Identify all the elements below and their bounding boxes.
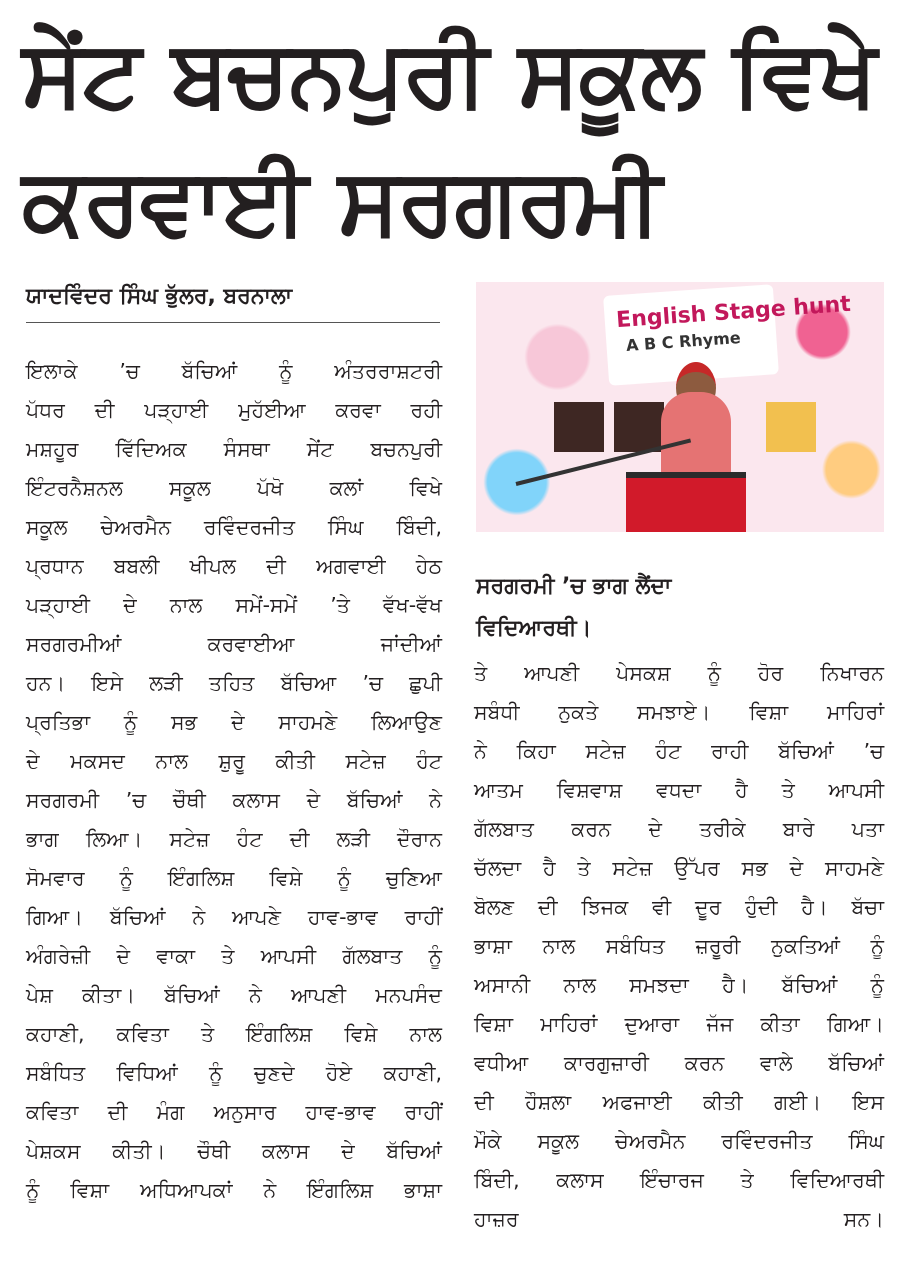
text-line: ਕਵਿਤਾ ਦੀ ਮੰਗ ਅਨੁਸਾਰ ਹਾਵ-ਭਾਵ ਰਾਹੀਂ bbox=[26, 1100, 442, 1124]
text-line: ਅੰਗਰੇਜ਼ੀ ਦੇ ਵਾਕਾ ਤੇ ਆਪਸੀ ਗੱਲਬਾਤ ਨੂੰ bbox=[26, 944, 442, 968]
text-line: ਦੀ ਹੌਸ਼ਲਾ ਅਫਜਾਈ ਕੀਤੀ ਗਈ। ਇਸ bbox=[474, 1090, 884, 1114]
text-line: ਮੌਕੇ ਸਕੂਲ ਚੇਅਰਮੈਨ ਰਵਿੰਦਰਜੀਤ ਸਿੰਘ bbox=[474, 1129, 884, 1153]
text-line: ਪੜ੍ਹਾਈ ਦੇ ਨਾਲ ਸਮੇਂ-ਸਮੇਂ ’ਤੇ ਵੱਖ-ਵੱਖ bbox=[26, 593, 442, 617]
text-line: ਤੇ ਆਪਣੀ ਪੇਸਕਸ਼ ਨੂੰ ਹੋਰ ਨਿਖਾਰਨ bbox=[474, 661, 884, 685]
text-line: ਭਾਸ਼ਾ ਨਾਲ ਸਬੰਧਿਤ ਜ਼ਰੂਰੀ ਨੁਕਤਿਆਂ ਨੂੰ bbox=[474, 934, 884, 958]
text-line: ਵਿਦਿਆਰਥੀ। bbox=[476, 616, 592, 641]
text-line: ਇੰਟਰਨੈਸ਼ਨਲ ਸਕੂਲ ਪੱਖੋ ਕਲਾਂ ਵਿਖੇ bbox=[26, 476, 442, 500]
text-line: ਬੋਲਣ ਦੀ ਝਿਜਕ ਵੀ ਦੂਰ ਹੁੰਦੀ ਹੈ। ਬੱਚਾ bbox=[474, 895, 884, 919]
text-line: ਭਾਗ ਲਿਆ। ਸਟੇਜ਼ ਹੰਟ ਦੀ ਲੜੀ ਦੌਰਾਨ bbox=[26, 827, 442, 851]
stage-cabinet bbox=[614, 402, 664, 452]
article-photo bbox=[476, 282, 884, 532]
article-column-right bbox=[474, 654, 884, 1239]
text-line: ਪੇਸ਼ਕਸ ਕੀਤੀ। ਚੌਥੀ ਕਲਾਸ ਦੇ ਬੱਚਿਆਂ bbox=[26, 1139, 442, 1163]
text-line: ਪ੍ਰਤਿਭਾ ਨੂੰ ਸਭ ਦੇ ਸਾਹਮਣੇ ਲਿਆਉਣ bbox=[26, 710, 442, 734]
text-line: ਦੇ ਮਕਸਦ ਨਾਲ ਸ਼ੁਰੂ ਕੀਤੀ ਸਟੇਜ਼ ਹੰਟ bbox=[26, 749, 442, 773]
text-line: ਮਸ਼ਹੂਰ ਵਿੱਦਿਅਕ ਸੰਸਥਾ ਸੇਂਟ ਬਚਨਪੁਰੀ bbox=[26, 437, 442, 461]
text-line: ਸਰਗਰਮੀ ’ਚ ਭਾਗ ਲੈਂਦਾ bbox=[476, 574, 672, 599]
text-line: ਨੂੰ ਵਿਸ਼ਾ ਅਧਿਆਪਕਾਂ ਨੇ ਇੰਗਲਿਸ਼ ਭਾਸ਼ਾ bbox=[26, 1178, 442, 1202]
text-line: ਆਤਮ ਵਿਸ਼ਵਾਸ਼ ਵਧਦਾ ਹੈ ਤੇ ਆਪਸੀ bbox=[474, 778, 884, 802]
text-line: ਕਹਾਣੀ, ਕਵਿਤਾ ਤੇ ਇੰਗਲਿਸ਼ ਵਿਸ਼ੇ ਨਾਲ bbox=[26, 1022, 442, 1046]
text-line: ਚੱਲਦਾ ਹੈ ਤੇ ਸਟੇਜ਼ ਉੱਪਰ ਸਭ ਦੇ ਸਾਹਮਣੇ bbox=[474, 856, 884, 880]
text-line: ਬਿੰਦੀ, ਕਲਾਸ ਇੰਚਾਰਜ ਤੇ ਵਿਦਿਆਰਥੀ bbox=[474, 1168, 884, 1192]
text-line: ਹਨ। ਇਸੇ ਲੜੀ ਤਹਿਤ ਬੱਚਿਆ ’ਚ ਛੁਪੀ bbox=[26, 671, 442, 695]
text-line: ਗੱਲਬਾਤ ਕਰਨ ਦੇ ਤਰੀਕੇ ਬਾਰੇ ਪਤਾ bbox=[474, 817, 884, 841]
photo-caption bbox=[476, 566, 776, 650]
text-line: ਹਾਜ਼ਰ ਸਨ। bbox=[474, 1207, 884, 1231]
text-line: ਇਲਾਕੇ ’ਚ ਬੱਚਿਆਂ ਨੂੰ ਅੰਤਰਰਾਸ਼ਟਰੀ bbox=[26, 359, 442, 383]
text-line: ਗਿਆ। ਬੱਚਿਆਂ ਨੇ ਆਪਣੇ ਹਾਵ-ਭਾਵ ਰਾਹੀਂ bbox=[26, 905, 442, 929]
student-speaker bbox=[661, 392, 731, 482]
text-line: ਪੱਧਰ ਦੀ ਪੜ੍ਹਾਈ ਮੁਹੱਈਆ ਕਰਵਾ ਰਹੀ bbox=[26, 398, 442, 422]
headline: ਸੇਂਟ ਬਚਨਪੁਰੀ ਸਕੂਲ ਵਿਖੇ ਕਰਵਾਈ ਸਰਗਰਮੀ bbox=[22, 20, 877, 255]
text-line: ਪੇਸ਼ ਕੀਤਾ। ਬੱਚਿਆਂ ਨੇ ਆਪਣੀ ਮਨਪਸੰਦ bbox=[26, 983, 442, 1007]
stage-cabinet bbox=[766, 402, 816, 452]
photo-sign-title: English Stage hunt bbox=[615, 291, 852, 334]
article-column-left bbox=[26, 352, 442, 1210]
text-line: ਸਕੂਲ ਚੇਅਰਮੈਨ ਰਵਿੰਦਰਜੀਤ ਸਿੰਘ ਬਿੰਦੀ, bbox=[26, 515, 442, 539]
text-line: ਸੋਮਵਾਰ ਨੂੰ ਇੰਗਲਿਸ਼ ਵਿਸ਼ੇ ਨੂੰ ਚੁਣਿਆ bbox=[26, 866, 442, 890]
text-line: ਪ੍ਰਧਾਨ ਬਬਲੀ ਖੀਪਲ ਦੀ ਅਗਵਾਈ ਹੇਠ bbox=[26, 554, 442, 578]
text-line: ਸਰਗਰਮੀਆਂ ਕਰਵਾਈਆ ਜਾਂਦੀਆਂ bbox=[26, 632, 442, 656]
text-line: ਸਬੰਧਿਤ ਵਿਧਿਆਂ ਨੂੰ ਚੁਣਦੇ ਹੋਏ ਕਹਾਣੀ, bbox=[26, 1061, 442, 1085]
text-line: ਵਧੀਆ ਕਾਰਗੁਜ਼ਾਰੀ ਕਰਨ ਵਾਲੇ ਬੱਚਿਆਂ bbox=[474, 1051, 884, 1075]
text-line: ਅਸਾਨੀ ਨਾਲ ਸਮਝਦਾ ਹੈ। ਬੱਚਿਆਂ ਨੂੰ bbox=[474, 973, 884, 997]
text-line: ਨੇ ਕਿਹਾ ਸਟੇਜ਼ ਹੰਟ ਰਾਹੀ ਬੱਚਿਆਂ ’ਚ bbox=[474, 739, 884, 763]
text-line: ਸਬੰਧੀ ਨੁਕਤੇ ਸਮਝਾਏ। ਵਿਸ਼ਾ ਮਾਹਿਰਾਂ bbox=[474, 700, 884, 724]
podium bbox=[626, 472, 746, 532]
stage-cabinet bbox=[554, 402, 604, 452]
photo-sign-subtitle: A B C Rhyme bbox=[625, 328, 742, 355]
text-line: ਸਰਗਰਮੀ ’ਚ ਚੌਥੀ ਕਲਾਸ ਦੇ ਬੱਚਿਆਂ ਨੇ bbox=[26, 788, 442, 812]
byline: ਯਾਦਵਿੰਦਰ ਸਿੰਘ ਭੁੱਲਰ, ਬਰਨਾਲਾ bbox=[26, 282, 440, 323]
text-line: ਵਿਸ਼ਾ ਮਾਹਿਰਾਂ ਦੁਆਰਾ ਜੱਜ ਕੀਤਾ ਗਿਆ। bbox=[474, 1012, 884, 1036]
